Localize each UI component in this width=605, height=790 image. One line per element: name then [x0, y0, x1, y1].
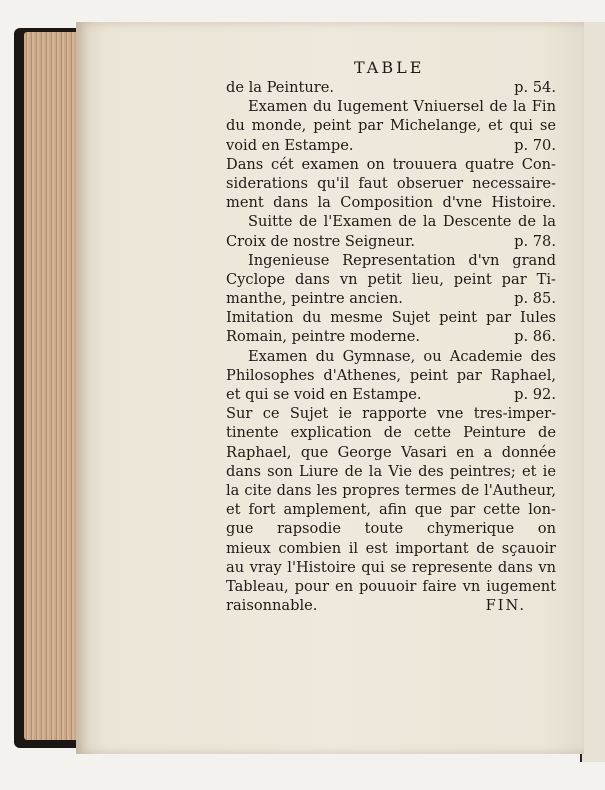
- text-line: gue rapsodie toute chymerique on: [226, 520, 556, 538]
- text-line: Tableau, pour en pouuoir faire vn iugement: [226, 577, 556, 595]
- running-head: TABLE: [354, 58, 425, 77]
- text-line: [226, 232, 556, 251]
- text-line: Suitte de l'Examen de la Descente de la: [248, 213, 556, 231]
- text-line: Examen du Iugement Vniuersel de la Fin: [248, 98, 556, 116]
- text-line: mieux combien il est important de sçauoir: [226, 539, 556, 557]
- text-line: au vray l'Histoire qui se represente dans vn: [226, 558, 556, 576]
- text-line: et fort amplement, afin que par cette lon-: [226, 501, 556, 519]
- page-reference: p. 86.: [514, 328, 556, 346]
- text-line: Raphael, que George Vasari en a donnée: [226, 443, 556, 461]
- text-line: la cite dans les propres termes de l'Autheur,: [226, 481, 556, 499]
- text-line: tinente explication de cette Peinture de: [226, 424, 556, 442]
- page-reference: p. 78.: [514, 232, 556, 250]
- page-reference: p. 70.: [514, 136, 556, 154]
- fin-mark: FIN.: [485, 597, 526, 615]
- text-line: Sur ce Sujet ie rapporte vne tres-imper-: [226, 405, 556, 423]
- page-reference: p. 92.: [514, 386, 556, 403]
- entry-title: Croix de nostre Seigneur.: [226, 232, 415, 250]
- entry-title: void en Estampe.: [226, 136, 354, 154]
- text-line: siderations qu'il faut obseruer necessaire-: [226, 174, 556, 192]
- text-line: Ingenieuse Representation d'vn grand: [248, 251, 556, 269]
- entry-title: de la Peinture.: [226, 79, 335, 96]
- text-line: [226, 385, 556, 404]
- text-line: Imitation du mesme Sujet peint par Iules: [226, 309, 556, 327]
- text-line: ment dans la Composition d'vne Histoire.: [226, 194, 556, 212]
- text-line: [226, 289, 556, 308]
- text-line: Philosophes d'Athenes, peint par Raphael,: [226, 366, 556, 384]
- page-reference: p. 85.: [514, 290, 556, 308]
- text-line: dans son Liure de la Vie des peintres; et ie: [226, 462, 556, 480]
- page-reference: p. 54.: [514, 79, 556, 96]
- entry-title: Romain, peintre moderne.: [226, 328, 421, 346]
- text-line: [226, 78, 556, 97]
- text-line: du monde, peint par Michelange, et qui se: [226, 117, 556, 135]
- entry-title: manthe, peintre ancien.: [226, 290, 403, 308]
- entry-title: et qui se void en Estampe.: [226, 386, 422, 403]
- text-line: [226, 136, 556, 155]
- text-line: Examen du Gymnase, ou Academie des: [248, 347, 556, 365]
- text-line: Cyclope dans vn petit lieu, peint par Ti-: [226, 270, 556, 288]
- final-line-text: raisonnable.: [226, 597, 318, 615]
- final-line: [226, 596, 556, 615]
- text-line: Dans cét examen on trouuera quatre Con-: [226, 155, 556, 173]
- text-line: [226, 327, 556, 346]
- table-of-contents-text: [226, 78, 556, 615]
